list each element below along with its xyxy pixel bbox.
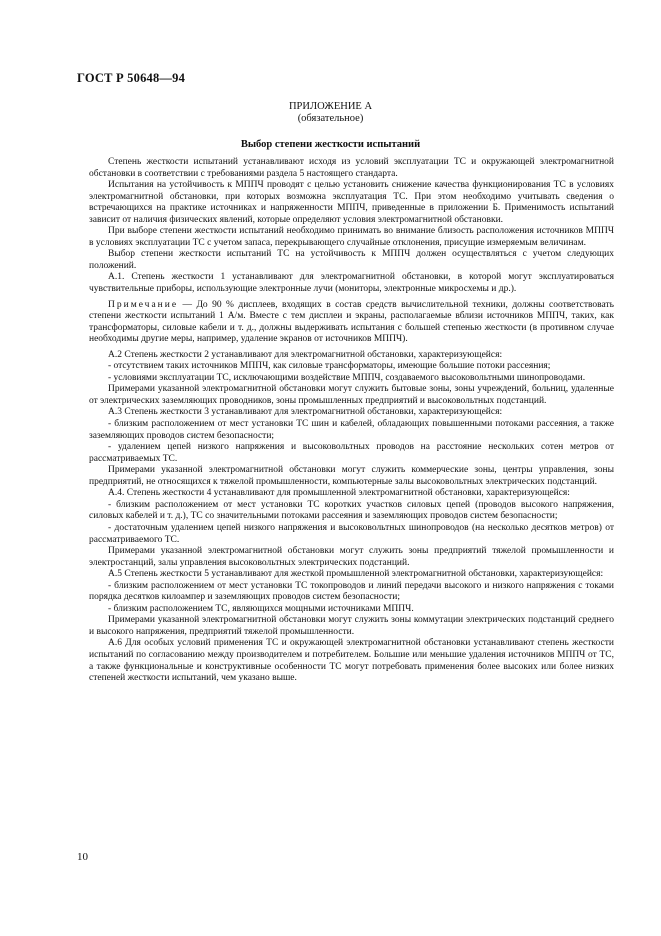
body-text bbox=[89, 157, 614, 685]
paragraph: Степень жесткости испытаний устанавливают исходя из условий эксплуатации ТС и окружающей электромагнитной обстановки в соответствии с требованиями раздела 5 настоящего стандарта. bbox=[89, 157, 614, 179]
list-item: - отсутствием таких источников МППЧ, как силовые трансформаторы, имеющие большие потоки рассеяния; bbox=[108, 361, 551, 372]
list-item: - достаточным удалением цепей низкого напряжения и высоковольтных шинопроводов (на несколько десятков метров) от рассматриваемого ТС. bbox=[89, 522, 614, 545]
list-item: - удалением цепей низкого напряжения и высоковольтных проводов на расстояние нескольких сотен метров от рассматриваемых ТС. bbox=[89, 442, 614, 464]
paragraph: А.6 Для особых условий применения ТС и окружающей электромагнитной обстановки устанавливают степень жесткости испытаний по согласованию между производителем и потребителем. Большие или меньшие удаления источников МППЧ от ТС, а также функциональные и конструктивные особенности ТС могут потребовать применения более высоких или более низких степеней жесткости испытаний, чем указано выше. bbox=[89, 638, 614, 684]
paragraph: Примерами указанной электромагнитной обстановки могут служить зоны коммутации электрических подстанций среднего и высокого напряжения, предприятий тяжелой промышленности. bbox=[89, 615, 614, 637]
paragraph: А.3 Степень жесткости 3 устанавливают для электромагнитной обстановки, характеризующейся: bbox=[108, 407, 503, 418]
standard-code: ГОСТ Р 50648—94 bbox=[77, 71, 186, 85]
paragraph: А.4. Степень жесткости 4 устанавливают для промышленной электромагнитной обстановки, характеризующейся: bbox=[108, 488, 570, 499]
paragraph: Испытания на устойчивость к МППЧ проводят с целью установить снижение качества функционирования ТС в условиях электромагнитной обстановки, при которых возможна эксплуатация ТС. При этом необходимо учитывать сведения о встречающихся на практике источниках и напряженности МППЧ, приведенные в приложении Б. Применимость испытаний зависит от наличия физических явлений, которые определяют условия электромагнитной обстановки. bbox=[89, 180, 614, 225]
page-number: 10 bbox=[77, 851, 88, 863]
list-item: - близким расположением от мест установки ТС токопроводов и линий передачи высокого и низкого напряжения с токами порядка десятков килоампер и заземляющих проводов систем безопасности; bbox=[89, 580, 614, 603]
paragraph: А.1. Степень жесткости 1 устанавливают для электромагнитной обстановки, в которой могут эксплуатироваться чувствительные приборы, использующие электронные лучи (мониторы, электронные микросхемы и др.). bbox=[89, 272, 614, 295]
paragraph: Выбор степени жесткости испытаний ТС на устойчивость к МППЧ должен осуществляться с учетом следующих положений. bbox=[89, 249, 614, 271]
appendix-label: ПРИЛОЖЕНИЕ А bbox=[288, 101, 373, 112]
note bbox=[89, 300, 614, 346]
paragraph: При выборе степени жесткости испытаний необходимо принимать во внимание близость расположения источников МППЧ в условиях эксплуатации ТС с учетом запаса, перекрывающего случайные отклонения, присущие измеряемым величинам. bbox=[89, 226, 614, 248]
list-item: - близким расположением от мест установки ТС коротких участков силовых цепей (проводов высокого напряжения, силовых кабелей и т. д.), ТС со значительными потоками рассеяния и заземляющих проводов систем безопасности; bbox=[89, 499, 614, 522]
appendix-title: Выбор степени жесткости испытаний bbox=[240, 139, 421, 150]
appendix-heading bbox=[0, 101, 661, 125]
list-item: - близким расположением ТС, являющихся мощными источниками МППЧ. bbox=[108, 603, 414, 614]
list-item: - близким расположением от мест установки ТС шин и кабелей, обладающих повышенными потоками рассеяния, а также заземляющих проводов систем безопасности; bbox=[89, 419, 614, 441]
appendix-status: (обязательное) bbox=[297, 113, 364, 124]
list-item: - условиями эксплуатации ТС, исключающими воздействие МППЧ, создаваемого высоковольтными шинопроводами. bbox=[108, 372, 586, 383]
paragraph: Примерами указанной электромагнитной обстановки могут служить бытовые зоны, зоны учреждений, больниц, удаленные от электрических заземляющих проводников, зоны промышленных предприятий и высоковольтных подстанций. bbox=[89, 384, 614, 406]
note-label: Примечание bbox=[108, 299, 179, 310]
note-text: — До 90 % дисплеев, входящих в состав средств вычислительной техники, должны соответствовать степени жесткости испытаний 1 А/м. Вместе с тем дисплеи и экраны, располагаемые вблизи источников МППЧ, таких, как трансформаторы, силовые кабели и т. д., должны выдерживать испытания с большей степенью жесткости (в противном случае необходимы другие меры, например, удаление экранов от источников МППЧ). bbox=[89, 299, 614, 345]
paragraph: А.2 Степень жесткости 2 устанавливают для электромагнитной обстановки, характеризующейся: bbox=[108, 349, 503, 360]
paragraph: А.5 Степень жесткости 5 устанавливают для жесткой промышленной электромагнитной обстановки, характеризующейся: bbox=[108, 569, 604, 580]
paragraph: Примерами указанной электромагнитной обстановки могут служить зоны предприятий тяжелой промышленности и электростанций, залы управления высоковольтных электрических подстанций. bbox=[89, 546, 614, 568]
paragraph: Примерами указанной электромагнитной обстановки могут служить коммерческие зоны, центры управления, зоны предприятий, не относящихся к тяжелой промышленности, компьютерные залы высоковольтных электрических подстанций. bbox=[89, 465, 614, 487]
